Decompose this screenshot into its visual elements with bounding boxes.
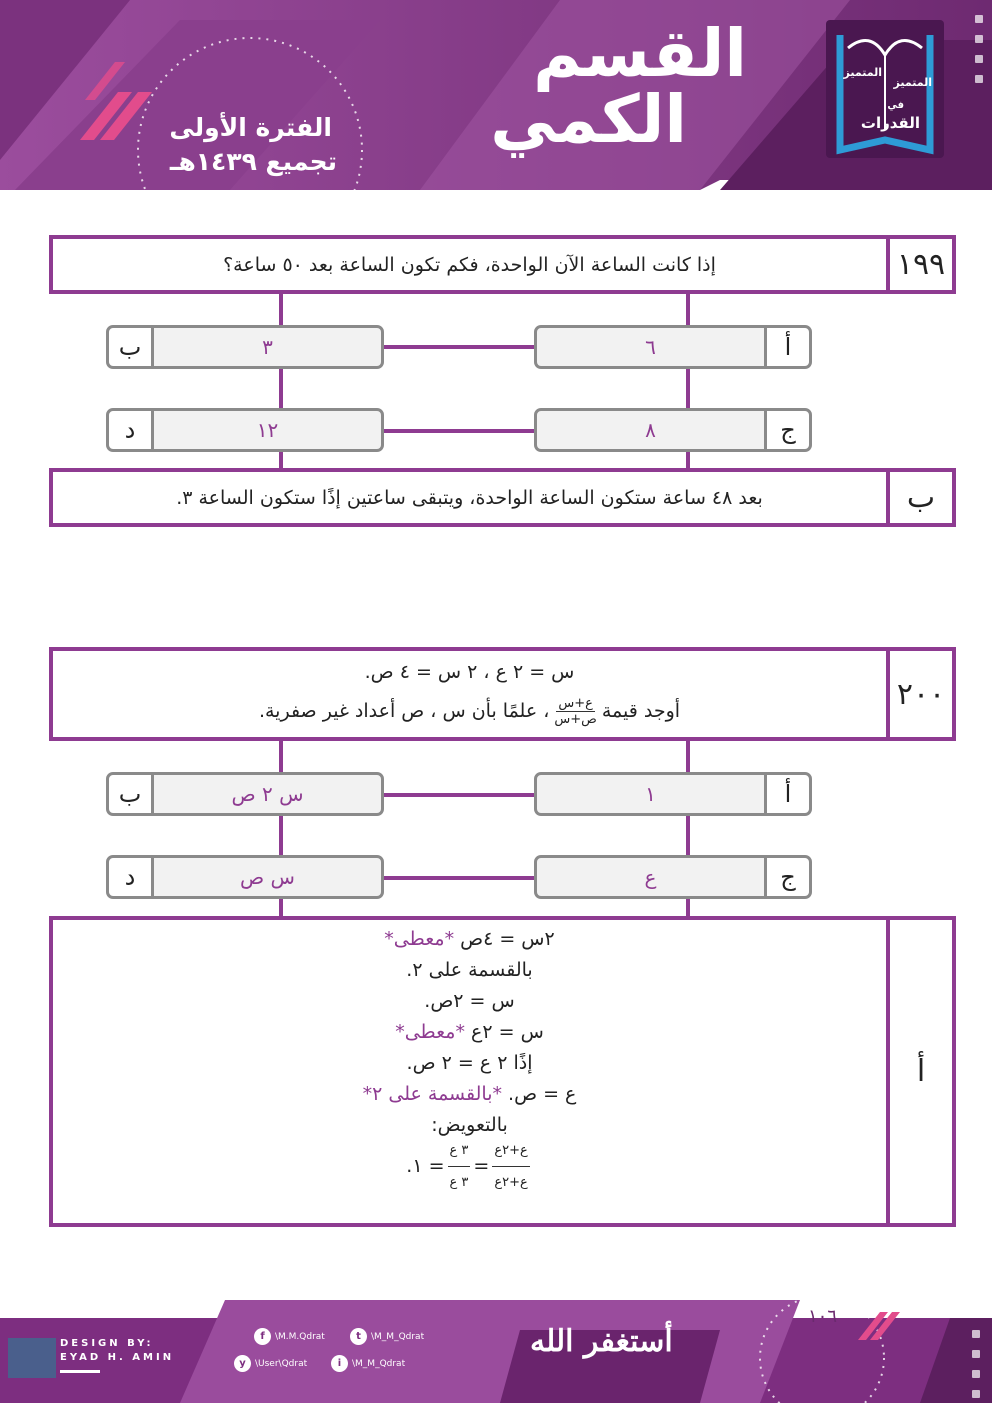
solution-text: ٢س = ٤ص <box>454 928 555 950</box>
option-letter: ب <box>109 775 154 813</box>
social-label: \M_M_Qdrat <box>371 1331 425 1342</box>
logo-text-middle: في <box>887 100 904 111</box>
header-collection: تجميع ١٤٣٩هـ <box>169 147 337 176</box>
q199-option-c[interactable] <box>534 408 812 452</box>
header-title-line2: الكمي <box>490 81 687 158</box>
q199-option-a[interactable] <box>534 325 812 369</box>
twitter-icon: t <box>350 1328 367 1345</box>
solution-line <box>424 986 514 1017</box>
q199-question: إذا كانت الساعة الآن الواحدة، فكم تكون الساعة بعد ٥٠ ساعة؟ <box>223 253 716 276</box>
q200-solution <box>53 920 886 1223</box>
final-fraction-2-numerator: ٣ ع <box>448 1135 471 1167</box>
connector <box>384 876 534 880</box>
connector <box>384 345 534 349</box>
youtube-icon: y <box>234 1355 251 1372</box>
option-letter: ج <box>764 411 809 449</box>
social-youtube[interactable] <box>234 1355 307 1372</box>
q199-question-box <box>49 235 956 294</box>
q199-answer-box <box>49 468 956 527</box>
option-letter: د <box>109 858 154 896</box>
q200-line2-after: ، علمًا بأن س ، ص أعداد غير صفرية. <box>258 700 550 722</box>
logo-text-left: المتميز <box>893 76 932 89</box>
solution-line <box>384 924 554 955</box>
solution-text: بالتعويض: <box>431 1114 508 1136</box>
designed-by-label: DESIGN BY: <box>60 1338 154 1349</box>
option-letter: ج <box>764 858 809 896</box>
final-result: = ١. <box>406 1154 445 1177</box>
header-title-line1: القسم <box>533 15 747 92</box>
solution-text: بالقسمة على ٢. <box>406 959 533 981</box>
q199-explanation-text <box>53 472 886 523</box>
solution-text: ع = ص. <box>501 1083 577 1105</box>
equals-sign: = <box>473 1154 490 1177</box>
header-period: الفترة الأولى <box>169 113 332 142</box>
solution-line <box>395 1017 544 1048</box>
solution-note: *بالقسمة على ٢* <box>362 1083 502 1105</box>
q200-answer-letter: أ <box>886 920 952 1223</box>
social-twitter[interactable] <box>350 1328 424 1345</box>
option-letter: ب <box>109 328 154 366</box>
q200-question-box <box>49 647 956 741</box>
solution-line <box>406 955 532 986</box>
q200-line2 <box>259 689 680 733</box>
q199-question-text <box>53 239 886 290</box>
option-value: س ٢ ص <box>231 782 304 806</box>
solution-final-line <box>406 1141 532 1191</box>
q199-answer-letter: ب <box>886 472 952 523</box>
q200-option-b[interactable] <box>106 772 384 816</box>
q200-question-text <box>53 651 886 737</box>
q200-option-a[interactable] <box>534 772 812 816</box>
final-fraction-2-denominator: ٣ ع <box>449 1174 469 1190</box>
option-value: ١٢ <box>256 418 279 442</box>
solution-text: س = ٢ع <box>464 1021 544 1043</box>
q200-fraction-denominator: ص+س <box>554 711 597 727</box>
instagram-icon: i <box>331 1355 348 1372</box>
q199-explanation: بعد ٤٨ ساعة ستكون الساعة الواحدة، ويتبقى ساعتين إذًا ستكون الساعة ٣. <box>176 486 763 509</box>
q200-fraction-numerator: ع+س <box>558 695 593 711</box>
q200-line2-before: أوجد قيمة <box>601 700 681 722</box>
final-fraction-1 <box>492 1135 529 1198</box>
logo-text-bottom: القدرات <box>860 114 920 132</box>
social-facebook[interactable] <box>254 1328 325 1345</box>
social-label: \M.M.Qdrat <box>275 1331 325 1342</box>
solution-text: إذًا ٢ ع = ٢ ص. <box>406 1052 533 1074</box>
final-fraction-1-denominator: ع+٢ع <box>494 1174 528 1190</box>
option-value: س ص <box>240 865 295 889</box>
solution-line <box>363 1079 577 1110</box>
page-footer <box>0 1300 992 1403</box>
logo-text-top: المتميز <box>843 66 882 79</box>
final-fraction-1-numerator: ع+٢ع <box>492 1135 529 1167</box>
option-letter: أ <box>764 328 809 366</box>
q199-option-d[interactable] <box>106 408 384 452</box>
option-value: ع <box>644 865 657 889</box>
q200-option-c[interactable] <box>534 855 812 899</box>
option-letter: د <box>109 411 154 449</box>
final-fraction-2 <box>448 1135 471 1198</box>
social-instagram[interactable] <box>331 1355 405 1372</box>
connector <box>384 429 534 433</box>
q200-answer-box <box>49 916 956 1227</box>
solution-line <box>407 1048 533 1079</box>
q199-number: ١٩٩ <box>886 239 952 290</box>
social-label: \M_M_Qdrat <box>352 1358 406 1369</box>
solution-note: *معطى* <box>384 928 455 950</box>
q200-fraction <box>552 696 598 727</box>
q200-line1: س = ٢ ع ، ٢ س = ٤ ص. <box>364 661 575 683</box>
option-letter: أ <box>764 775 809 813</box>
designer-name: EYAD H. AMIN <box>60 1352 175 1363</box>
solution-note: *معطى* <box>395 1021 465 1043</box>
social-label: \User\Qdrat <box>255 1358 308 1369</box>
facebook-icon: f <box>254 1328 271 1345</box>
option-value: ٨ <box>645 418 656 442</box>
connector <box>384 793 534 797</box>
q199-option-b[interactable] <box>106 325 384 369</box>
option-value: ٣ <box>262 335 273 359</box>
calligraphy-text: أستغفر الله <box>530 1324 673 1359</box>
option-value: ٦ <box>645 335 656 359</box>
q200-number: ٢٠٠ <box>886 651 952 737</box>
option-value: ١ <box>645 782 656 806</box>
page-number: ١٠٦ <box>808 1306 838 1327</box>
page-header <box>0 0 992 190</box>
q200-option-d[interactable] <box>106 855 384 899</box>
solution-text: س = ٢ص. <box>424 990 515 1012</box>
